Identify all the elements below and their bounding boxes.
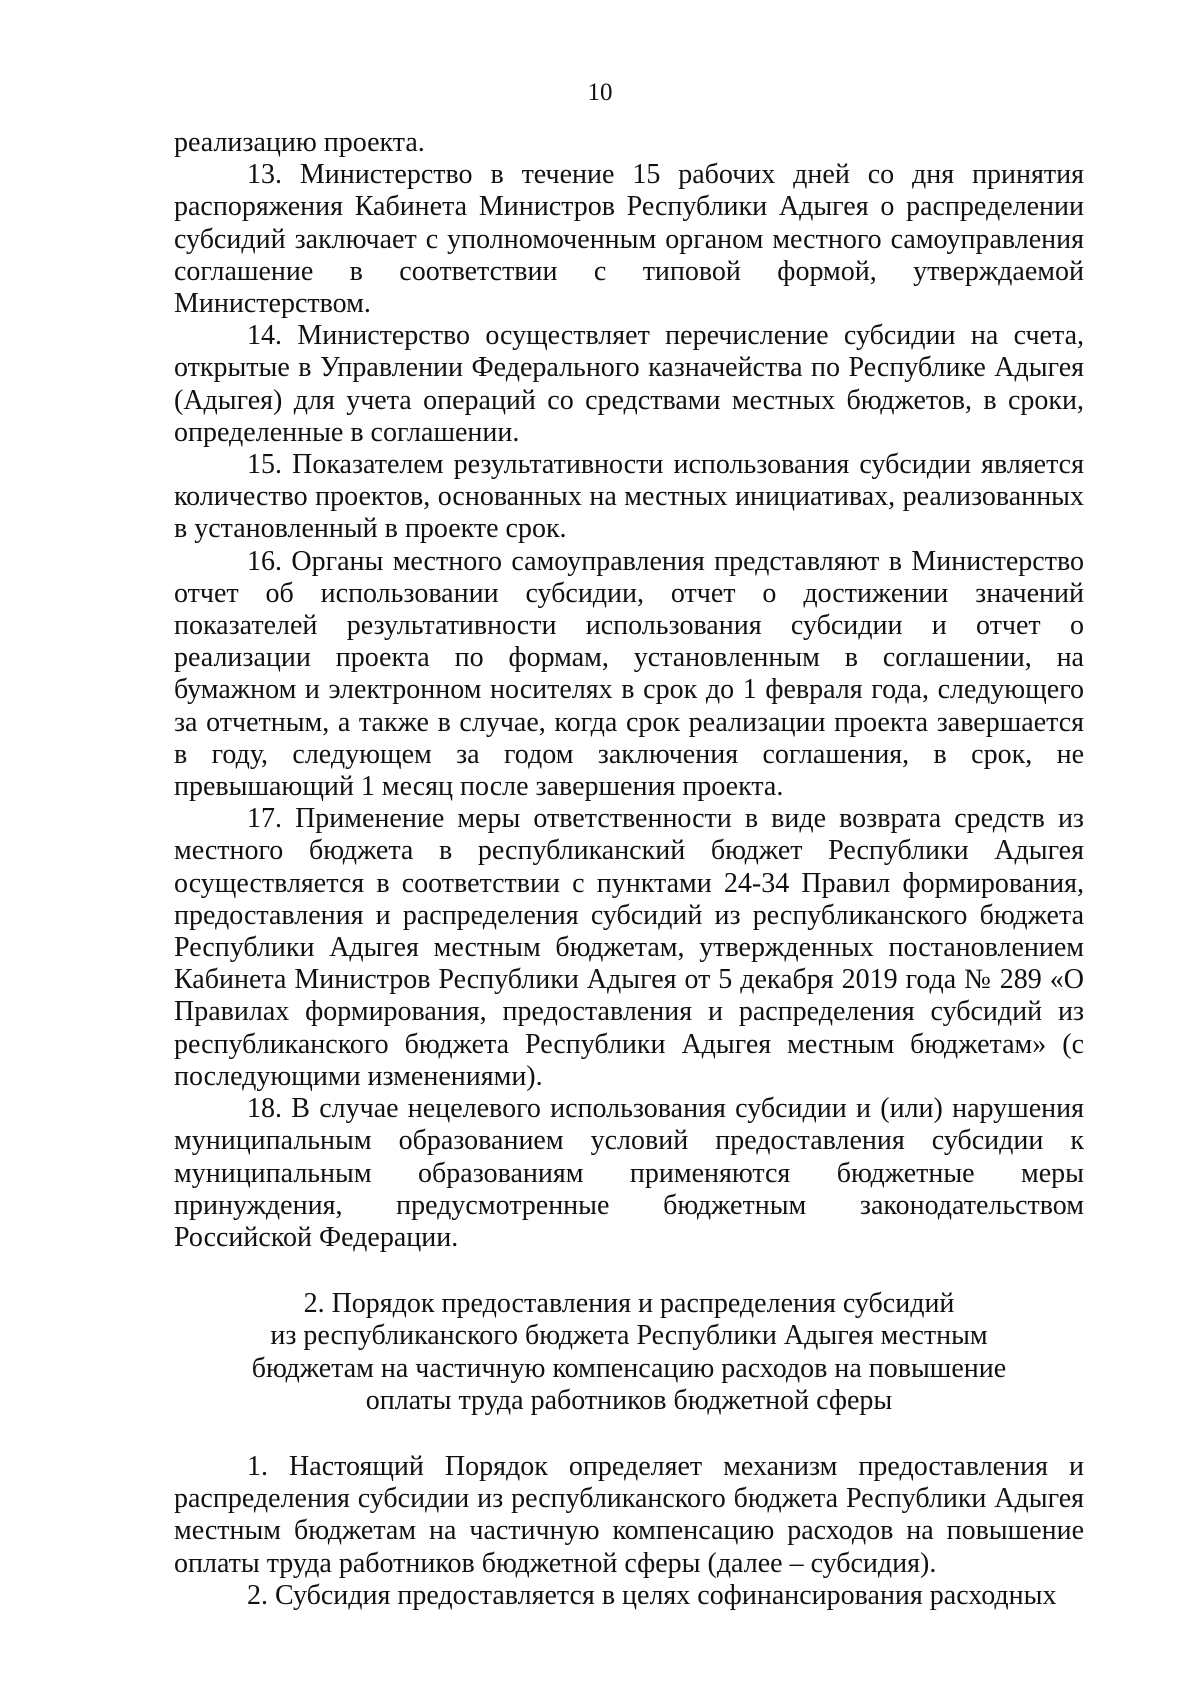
paragraph-2: 2. Субсидия предоставляется в целях софинансирования расходных [247,1579,1057,1611]
paragraph-15: 15. Показателем результативности использования субсидии является количество проектов, основанных на местных инициативах, реализованных в установленный в проекте срок. [174,449,1084,545]
section-heading-line: 2. Порядок предоставления и распределения субсидий [303,1288,955,1320]
paragraph-18: 18. В случае нецелевого использования субсидии и (или) нарушения муниципальным образованием условий предоставления субсидии к муниципальным образованиям применяются бюджетные меры принуждения, предусмотренные бюджетным законодательством Российской Федерации. [174,1093,1084,1253]
section-heading-line: из республиканского бюджета Республики Адыгея местным [270,1320,988,1352]
paragraph-13: 13. Министерство в течение 15 рабочих дней со дня принятия распоряжения Кабинета Министров Республики Адыгея о распределении субсидий заключает с уполномоченным органом местного самоуправления соглашение в соответствии с типовой формой, утверждаемой Министерством. [174,159,1084,320]
paragraph-17: 17. Применение меры ответственности в виде возврата средств из местного бюджета в республиканский бюджет Республики Адыгея осуществляется в соответствии с пунктами 24-34 Правил формирования, предоставления и распределения субсидий из республиканского бюджета Республики Адыгея местным бюджетам, утвержденных постановлением Кабинета Министров Республики Адыгея от 5 декабря 2019 года № 289 «О Правилах формирования, предоставления и распределения субсидий из республиканского бюджета Республики Адыгея местным бюджетам» (с последующими изменениями). [174,803,1084,1092]
paragraph-14: 14. Министерство осуществляет перечисление субсидии на счета, открытые в Управлении Федерального казначейства по Республике Адыгея (Адыгея) для учета операций со средствами местных бюджетов, в сроки, определенные в соглашении. [174,320,1084,448]
section-heading-line: бюджетам на частичную компенсацию расходов на повышение [251,1352,1007,1384]
paragraph-group-top [174,127,1084,1254]
section-heading-line: оплаты труда работников бюджетной сферы [365,1384,893,1416]
paragraph-1: 1. Настоящий Порядок определяет механизм предоставления и распределения субсидии из республиканского бюджета Республики Адыгея местным бюджетам на частичную компенсацию расходов на повышение оплаты труда работников бюджетной сферы (далее – субсидия). [174,1450,1084,1579]
paragraph-group-bottom [174,1451,1084,1612]
paragraph-16: 16. Органы местного самоуправления представляют в Министерство отчет об использовании субсидии, отчет о достижении значений показателей результативности использования субсидии и отчет о реализации проекта по формам, установленным в соглашении, на бумажном и электронном носителях в срок до 1 февраля года, следующего за отчетным, а также в случае, когда срок реализации проекта завершается в году, следующем за годом заключения соглашения, в срок, не превышающий 1 месяц после завершения проекта. [174,545,1084,803]
paragraph-continuation: реализацию проекта. [174,127,425,158]
page-number: 10 [587,79,613,106]
document-body [174,127,1084,1612]
section-heading [174,1288,1084,1417]
